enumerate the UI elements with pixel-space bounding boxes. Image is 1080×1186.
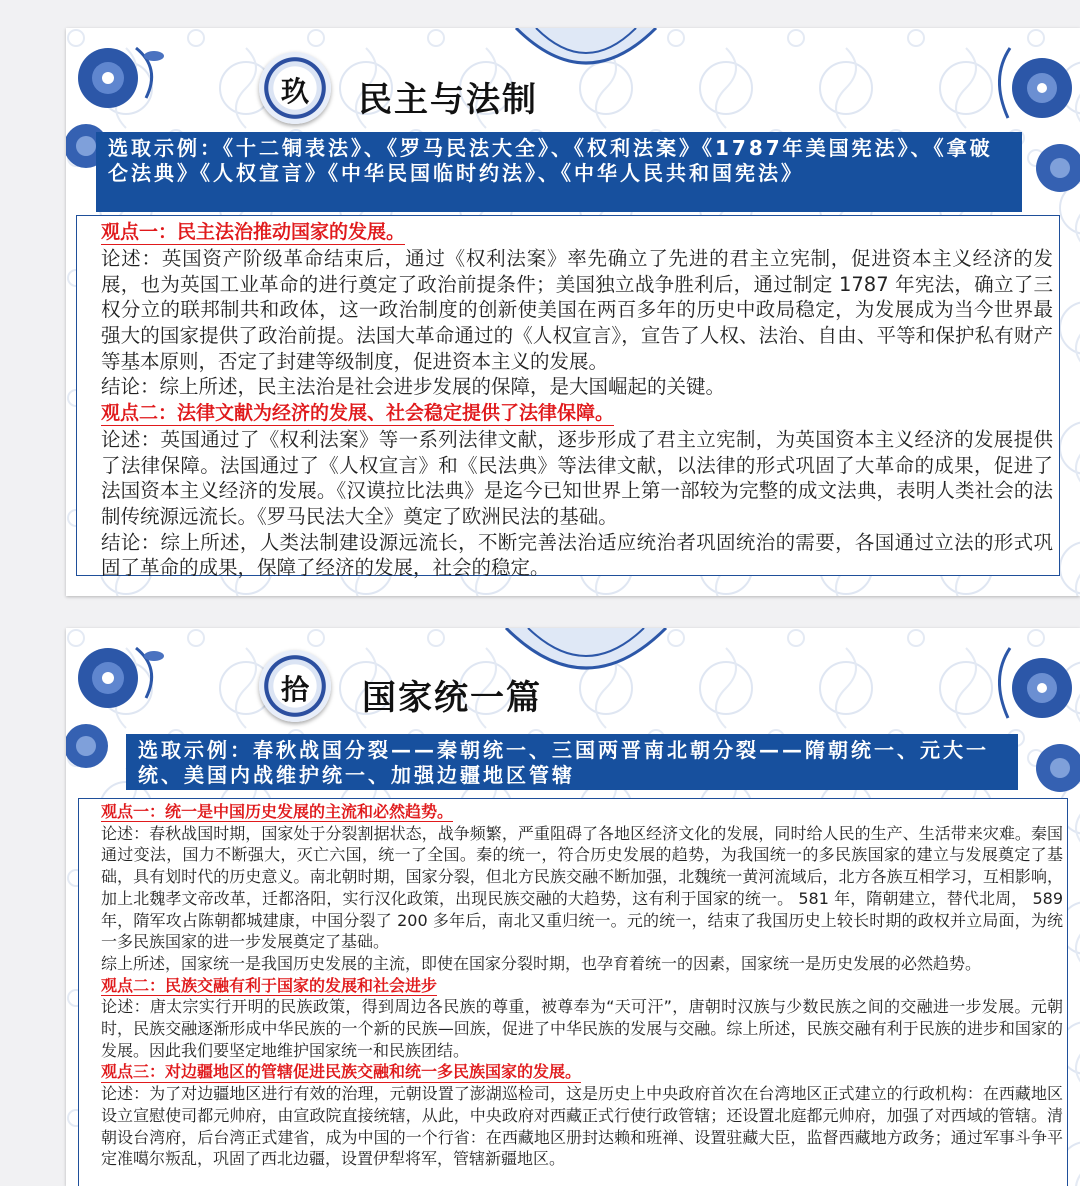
argument-2-text: 论述：英国通过了《权利法案》等一系列法律文献，逐步形成了君主立宪制，为英国资本主义经济的发展提供了法律保障。法国通过了《人权宣言》和《民法典》等法律文献，以法律的形式巩固了大革命的成果，促进了法国资本主义经济的发展。《汉谟拉比法典》是迄今已知世界上第一部较为完整的成文法典，表明人类社会的法制传统源远流长。《罗马民法大全》奠定了欧洲民法的基础。 xyxy=(101,427,1053,529)
slide-title: 国家统一篇 xyxy=(362,678,542,718)
viewpoint-1-heading: 观点一：民主法治推动国家的发展。 xyxy=(101,221,406,243)
viewpoint-2-heading: 观点二：民族交融有利于国家的发展和社会进步 xyxy=(101,975,438,995)
conclusion-2-text: 结论：综上所述，人类法制建设源远流长，不断完善法治适应统治者巩固统治的需要，各国通过立法的形式巩固了革命的成果，保障了经济的发展，社会的稳定。 xyxy=(101,530,1053,580)
section-number-badge xyxy=(259,52,331,124)
argument-3-text: 论述：为了对边疆地区进行有效的治理，元朝设置了澎湖巡检司，这是历史上中央政府首次在台湾地区正式建立的行政机构：在西藏地区设立宣慰使司都元帅府，由宣政院直接统辖，从此，中央政府对西藏正式行使行政管辖；还设置北庭都元帅府，加强了对西域的管辖。清朝设台湾府，后台湾正式建省，成为中国的一个行省：在西藏地区册封达赖和班禅、设置驻藏大臣，监督西藏地方政务；通过军事斗争平定准噶尔叛乱，巩固了西北边疆，设置伊犁将军，管辖新疆地区。 xyxy=(101,1084,1063,1169)
content-box xyxy=(78,798,1068,1186)
examples-banner: 选取示例：《十二铜表法》、《罗马民法大全》、《权利法案》《1787年美国宪法》、《拿破仑法典》《人权宣言》《中华民国临时约法》、《中华人民共和国宪法》 xyxy=(96,132,1022,212)
slide-national-unity xyxy=(66,628,1080,1186)
badge-numeral: 玖 xyxy=(280,75,309,108)
conclusion-1-text: 结论：综上所述，民主法治是社会进步发展的保障，是大国崛起的关键。 xyxy=(101,375,726,399)
badge-numeral: 拾 xyxy=(280,673,309,706)
viewpoint-3-heading: 观点三：对边疆地区的管辖促进民族交融和统一多民族国家的发展。 xyxy=(101,1062,582,1082)
viewpoint-1-heading: 观点一：统一是中国历史发展的主流和必然趋势。 xyxy=(101,802,454,821)
section-number-badge xyxy=(259,650,331,722)
argument-1-text: 论述：春秋战国时期，国家处于分裂割据状态，战争频繁，严重阻碍了各地区经济文化的发展，同时给人民的生产、生活带来灾难。秦国通过变法，国力不断强大，灭亡六国，统一了全国。秦的统一，符合历史发展的趋势，为我国统一的多民族国家的建立与发展奠定了基础，具有划时代的历史意义。南北朝时期，国家分裂，但北方民族交融不断加强，北魏统一黄河流域后，北方各族互相学习，互相影响，加上北魏孝文帝改革，迁都洛阳，实行汉化政策，出现民族交融的大趋势，这有利于国家的统一。 581 年，隋朝建立，替代北周， 589 年，隋军攻占陈朝都城建康，中国分裂了 200 多年后，南北又重归统一。元的统一，结束了我国历史上较长时期的政权并立局面，为统一多民族国家的进一步发展奠定了基础。 xyxy=(101,823,1063,952)
examples-banner: 选取示例：春秋战国分裂——秦朝统一、三国两晋南北朝分裂——隋朝统一、元大一统、美国内战维护统一、加强边疆地区管辖 xyxy=(126,734,1018,790)
slide-title: 民主与法制 xyxy=(358,80,538,120)
viewpoint-2-heading: 观点二：法律文献为经济的发展、社会稳定提供了法律保障。 xyxy=(101,402,615,425)
content-box xyxy=(76,215,1060,580)
conclusion-1-text: 综上所述，国家统一是我国历史发展的主流，即使在国家分裂时期，也孕育着统一的因素，国家统一是历史发展的必然趋势。 xyxy=(101,953,982,973)
slide-democracy-and-law xyxy=(66,28,1080,596)
argument-1-text: 论述：英国资产阶级革命结束后，通过《权利法案》率先确立了先进的君主立宪制，促进资本主义经济的发展，也为英国工业革命的进行奠定了政治前提条件；美国独立战争胜利后，通过制定 1787 年宪法，确立了三权分立的联邦制共和政体，这一政治制度的创新使美国在两百多年的历史中政局稳定，为发展成为当今世界最强大的国家提供了政治前提。法国大革命通过的《人权宣言》，宣告了人权、法治、自由、平等和保护私有财产等基本原则，否定了封建等级制度，促进资本主义的发展。 xyxy=(101,246,1053,373)
argument-2-text: 论述：唐太宗实行开明的民族政策，得到周边各民族的尊重，被尊奉为“天可汗”，唐朝时汉族与少数民族之间的交融进一步发展。元朝时，民族交融逐渐形成中华民族的一个新的民族—回族，促进了中华民族的发展与交融。综上所述，民族交融有利于民族的进步和国家的发展。因此我们要坚定地维护国家统一和民族团结。 xyxy=(101,997,1063,1060)
